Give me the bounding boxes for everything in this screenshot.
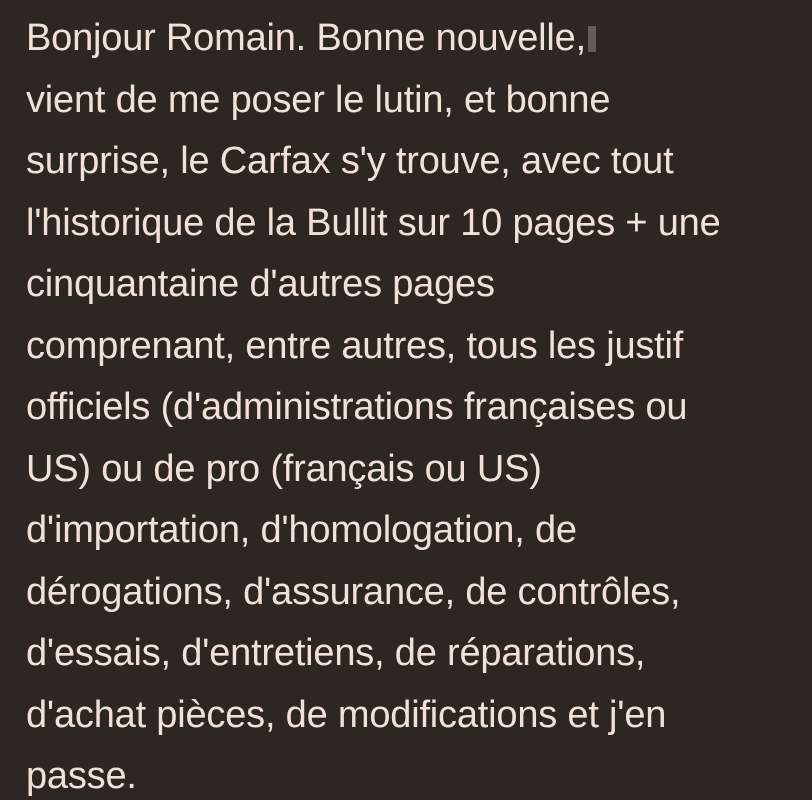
message-line [26, 8, 806, 70]
message-line-text: Bonjour Romain. Bonne nouvelle, [26, 17, 586, 59]
message-line: d'importation, d'homologation, de [26, 509, 577, 551]
message-line: vient de me poser le lutin, et bonne [26, 78, 611, 121]
message-line: US) ou de pro (français ou US) [26, 447, 542, 490]
message-line: passe. [26, 755, 137, 797]
message-line: cinquantaine d'autres pages [26, 263, 495, 305]
message-line: officiels (d'administrations françaises ou [26, 386, 688, 428]
message-line: dérogations, d'assurance, de contrôles, [26, 570, 681, 613]
message-line: l'historique de la Bullit sur 10 pages + une [26, 201, 721, 244]
message-line: surprise, le Carfax s'y trouve, avec tout [26, 140, 674, 182]
redacted-mark [588, 26, 596, 52]
message-line: d'achat pièces, de modifications et j'en [26, 693, 667, 736]
message-text[interactable] [26, 8, 806, 800]
message-line: d'essais, d'entretiens, de réparations, [26, 632, 646, 674]
message-line: comprenant, entre autres, tous les justif [26, 324, 684, 367]
